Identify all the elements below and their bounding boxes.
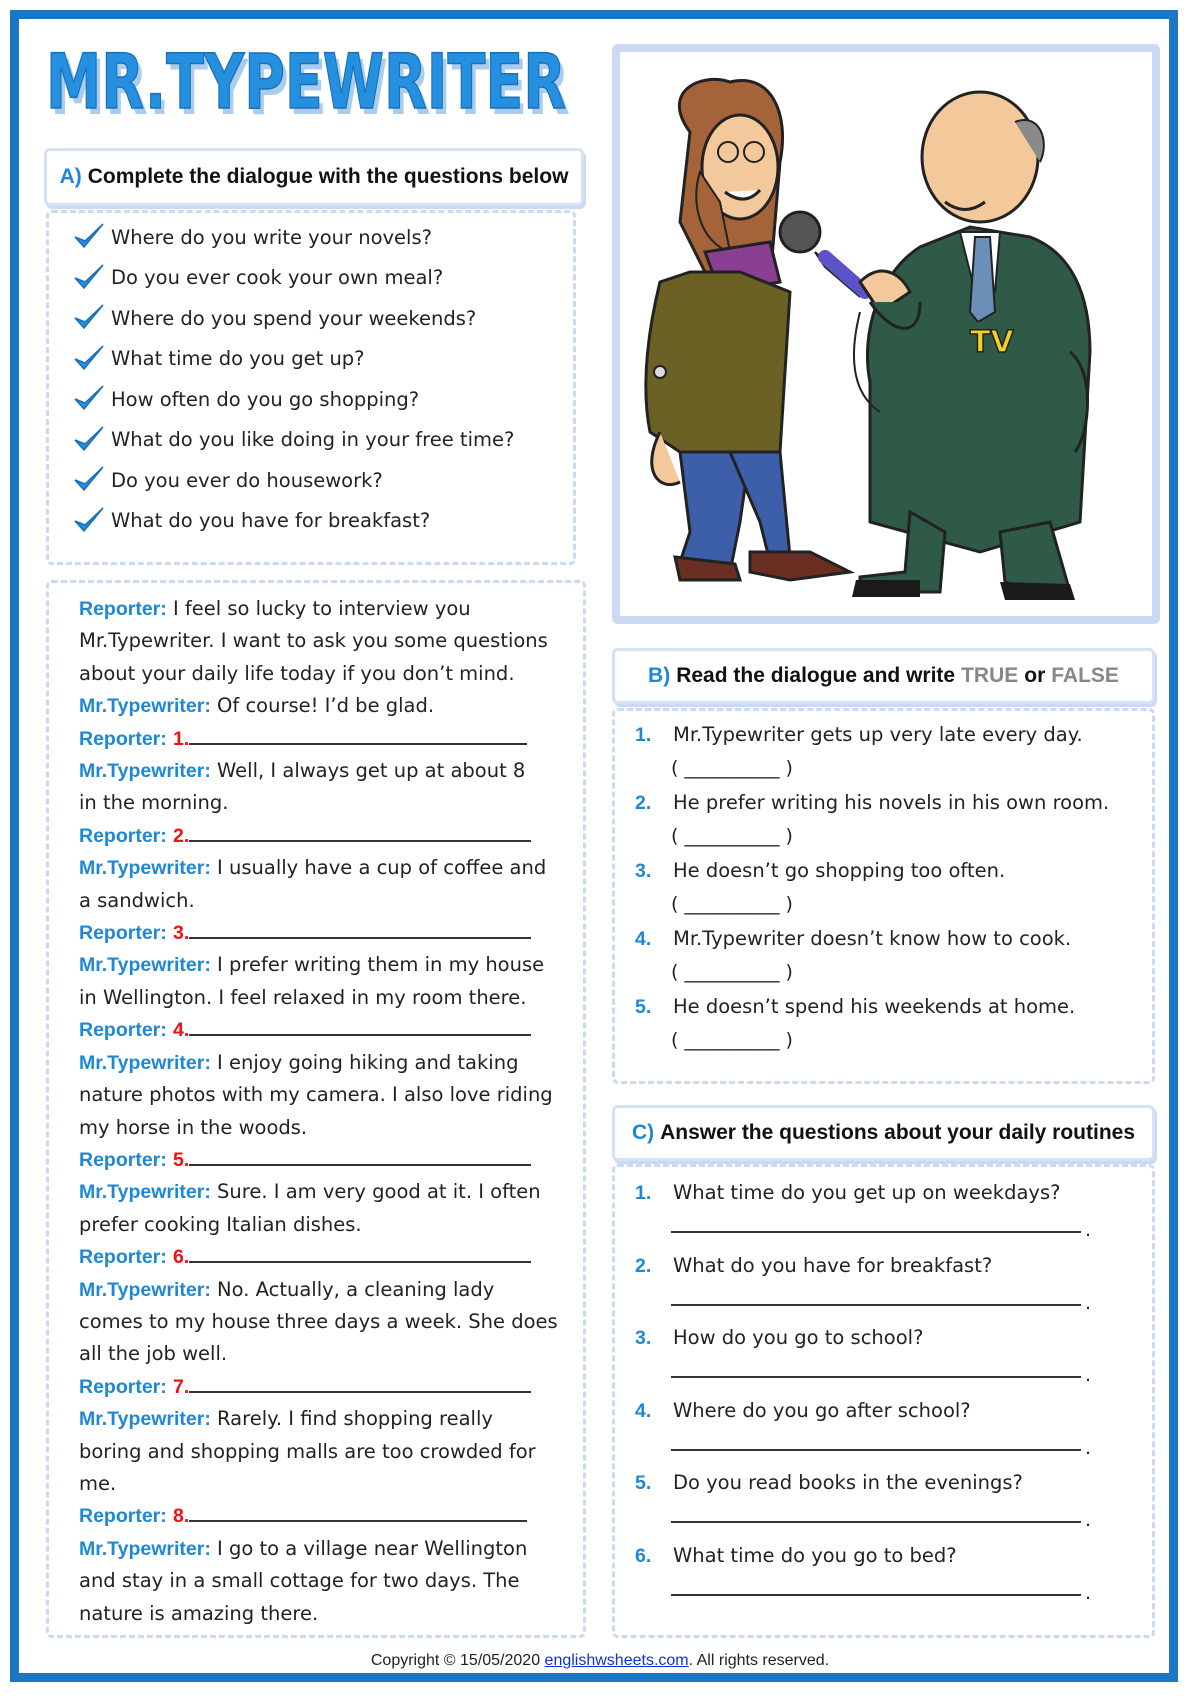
dialogue-text: Mr.Typewriter. I want to ask you some questions <box>79 629 548 653</box>
item-number: 5. <box>635 996 652 1018</box>
question-text: What time do you go to bed? <box>673 1543 957 1567</box>
statement-text: He doesn’t go shopping too often. <box>673 859 1006 882</box>
line-end-dot: . <box>1085 1436 1092 1459</box>
dialogue-text: I enjoy going hiking and taking <box>217 1050 519 1074</box>
dialogue-text: and stay in a small cottage for two days. The <box>79 1569 520 1593</box>
dialogue-text: boring and shopping malls are too crowded for <box>79 1439 536 1463</box>
question-text: What do you have for breakfast? <box>673 1253 993 1277</box>
statement-item <box>635 995 1145 1019</box>
checkmark-icon <box>71 221 107 253</box>
line-end-dot: . <box>1085 1219 1092 1241</box>
copyright-suffix: . All rights reserved. <box>688 1652 830 1669</box>
copyright-text: Copyright © 15/05/2020 <box>370 1652 541 1669</box>
question-number: 1. <box>172 727 190 750</box>
writer-label: Mr.Typewriter: <box>79 695 211 718</box>
dialogue-line <box>79 1079 569 1111</box>
reporter-label: Reporter: <box>79 1246 167 1269</box>
writer-label: Mr.Typewriter: <box>79 954 211 977</box>
dialogue-line <box>79 1565 569 1597</box>
dialogue-text: I prefer writing them in my house <box>217 953 545 977</box>
item-number: 3. <box>635 860 652 882</box>
checkmark-icon <box>71 464 107 496</box>
routine-questions <box>612 1164 1155 1638</box>
statement-text: Mr.Typewriter doesn’t know how to cook. <box>673 927 1072 950</box>
reporter-label: Reporter: <box>79 1148 167 1171</box>
statement-item <box>635 859 1145 883</box>
dialogue-text: all the job well. <box>79 1342 228 1366</box>
answer-blank[interactable] <box>189 1241 531 1263</box>
false-word: FALSE <box>1051 664 1119 687</box>
dialogue-text: about your daily life today if you don’t mind. <box>79 661 515 685</box>
item-number: 5. <box>635 1472 652 1494</box>
reporter-label: Reporter: <box>79 1505 167 1528</box>
checkmark-icon <box>71 262 107 294</box>
writer-label: Mr.Typewriter: <box>79 1537 211 1560</box>
statement-item <box>635 723 1145 747</box>
item-number: 3. <box>635 1327 652 1349</box>
answer-blank[interactable] <box>189 1500 527 1522</box>
item-number: 2. <box>635 1254 652 1277</box>
answer-blank[interactable] <box>189 917 531 939</box>
question-number: 4. <box>172 1019 190 1042</box>
website-link[interactable]: englishwsheets.com <box>544 1652 689 1669</box>
question-option <box>49 298 569 339</box>
writer-label: Mr.Typewriter: <box>79 1278 211 1301</box>
question-number: 7. <box>172 1375 190 1398</box>
dialogue-line <box>79 1047 569 1079</box>
item-number: 4. <box>635 928 652 950</box>
question-text: Do you ever do housework? <box>111 468 383 492</box>
section-a-letter: A) <box>59 165 82 188</box>
dialogue-text: prefer cooking Italian dishes. <box>79 1212 362 1236</box>
section-b-letter: B) <box>648 664 671 687</box>
checkmark-icon <box>71 343 107 375</box>
reporter-label: Reporter: <box>79 1375 167 1398</box>
dialogue-box <box>46 580 586 1638</box>
true-false-blank[interactable]: ( __________ ) <box>671 961 793 983</box>
routine-question <box>635 1254 1135 1278</box>
dialogue-text: a sandwich. <box>79 888 195 912</box>
question-text: What time do you get up? <box>111 347 365 371</box>
question-text: What do you like doing in your free time? <box>111 428 515 452</box>
checkmark-icon <box>71 302 107 334</box>
question-bank <box>46 210 576 565</box>
item-number: 4. <box>635 1399 652 1422</box>
dialogue-text: No. Actually, a cleaning lady <box>217 1277 495 1301</box>
question-number: 2. <box>172 824 190 847</box>
or-word: or <box>1024 664 1046 687</box>
reporter-label: Reporter: <box>79 1019 167 1042</box>
answer-blank[interactable] <box>189 1014 531 1036</box>
question-text: What do you have for breakfast? <box>111 509 431 533</box>
title-shadow: MR.TYPEWRITER <box>50 43 570 130</box>
illustration-frame <box>612 44 1160 624</box>
question-option <box>49 379 569 420</box>
dialogue-line <box>79 1144 569 1176</box>
answer-line[interactable] <box>671 1594 1081 1596</box>
copyright-footer <box>0 1652 1200 1670</box>
question-number: 3. <box>172 922 190 945</box>
question-number: 8. <box>172 1505 190 1528</box>
dialogue-line <box>79 1371 569 1403</box>
question-text: How often do you go shopping? <box>111 387 420 411</box>
dialogue-line <box>79 755 569 787</box>
question-text: Where do you write your novels? <box>111 225 432 249</box>
section-b-heading <box>612 648 1155 704</box>
question-number: 6. <box>172 1246 190 1269</box>
routine-question <box>635 1181 1135 1205</box>
answer-line[interactable] <box>671 1376 1081 1378</box>
true-false-list <box>612 708 1155 1084</box>
true-false-blank[interactable]: ( __________ ) <box>671 893 793 915</box>
checkmark-icon <box>71 383 107 415</box>
reporter-label: Reporter: <box>79 727 167 750</box>
dialogue-line <box>79 1241 569 1273</box>
question-text: Do you ever cook your own meal? <box>111 266 444 290</box>
dialogue-text: comes to my house three days a week. She does <box>79 1309 558 1333</box>
checkmark-icon <box>71 505 107 537</box>
answer-blank[interactable] <box>189 1371 531 1393</box>
dialogue-line <box>79 1338 569 1370</box>
question-number: 5. <box>172 1148 190 1171</box>
title-text: MR.TYPEWRITER <box>46 37 566 126</box>
dialogue-text: me. <box>79 1471 117 1495</box>
answer-line[interactable] <box>671 1304 1081 1306</box>
routine-question <box>635 1471 1135 1495</box>
dialogue-line <box>79 820 569 852</box>
true-word: TRUE <box>961 664 1019 687</box>
question-text: Where do you spend your weekends? <box>111 306 477 330</box>
question-option <box>49 501 569 542</box>
dialogue-line <box>79 982 569 1014</box>
dialogue-text: Rarely. I find shopping really <box>217 1407 493 1431</box>
section-c-title: Answer the questions about your daily routines <box>660 1121 1136 1144</box>
section-c-letter: C) <box>631 1121 655 1144</box>
writer-label: Mr.Typewriter: <box>79 1408 211 1431</box>
dialogue-line <box>79 1403 569 1435</box>
worksheet-title <box>44 30 584 130</box>
checkmark-icon <box>71 424 107 456</box>
line-end-dot: . <box>1085 1509 1092 1531</box>
true-false-blank[interactable]: ( __________ ) <box>671 1029 793 1051</box>
dialogue-text: my horse in the woods. <box>79 1115 308 1139</box>
statement-item <box>635 927 1145 951</box>
dialogue-text: I feel so lucky to interview you <box>172 597 471 620</box>
dialogue-line <box>79 690 569 722</box>
jacket-tv-logo: TV <box>970 325 1014 360</box>
writer-label: Mr.Typewriter: <box>79 1181 211 1204</box>
dialogue-line <box>79 1533 569 1565</box>
question-option <box>49 217 569 258</box>
routine-question <box>635 1544 1135 1568</box>
routine-question <box>635 1399 1135 1423</box>
dialogue-line <box>79 723 569 755</box>
statement-text: He prefer writing his novels in his own room. <box>673 791 1110 814</box>
dialogue-text: Of course! I’d be glad. <box>217 694 435 718</box>
line-end-dot: . <box>1085 1291 1092 1314</box>
writer-figure <box>646 79 850 580</box>
true-false-blank[interactable]: ( __________ ) <box>671 825 793 847</box>
dialogue-line <box>79 787 569 819</box>
question-text: Where do you go after school? <box>673 1398 971 1422</box>
question-text: What time do you get up on weekdays? <box>673 1181 1061 1204</box>
dialogue-line <box>79 1598 569 1630</box>
question-text: Do you read books in the evenings? <box>673 1471 1023 1494</box>
writer-label: Mr.Typewriter: <box>79 760 211 783</box>
dialogue-text <box>79 593 569 1630</box>
answer-line[interactable] <box>671 1449 1081 1451</box>
dialogue-line <box>79 593 569 625</box>
section-a-heading <box>44 148 584 206</box>
answer-line[interactable] <box>671 1231 1081 1233</box>
writer-label: Mr.Typewriter: <box>79 1051 211 1074</box>
dialogue-line <box>79 1176 569 1208</box>
statement-text: Mr.Typewriter gets up very late every day. <box>673 723 1083 746</box>
answer-blank[interactable] <box>189 1144 531 1166</box>
item-number: 2. <box>635 792 652 814</box>
section-b-title: Read the dialogue and write <box>676 664 956 687</box>
reporter-label: Reporter: <box>79 598 167 620</box>
dialogue-text: I usually have a cup of coffee and <box>217 856 547 880</box>
dialogue-line <box>79 1274 569 1306</box>
line-end-dot: . <box>1085 1581 1092 1604</box>
dialogue-line <box>79 1436 569 1468</box>
interview-illustration <box>620 52 1152 616</box>
routine-question <box>635 1326 1135 1350</box>
question-text: How do you go to school? <box>673 1326 924 1349</box>
dialogue-line <box>79 625 569 657</box>
dialogue-line <box>79 1112 569 1144</box>
item-number: 1. <box>635 1182 652 1204</box>
answer-blank[interactable] <box>189 820 531 842</box>
dialogue-line <box>79 852 569 884</box>
dialogue-text: nature photos with my camera. I also love riding <box>79 1083 553 1107</box>
dialogue-line <box>79 1468 569 1500</box>
dialogue-text: in Wellington. I feel relaxed in my room there. <box>79 985 527 1009</box>
item-number: 6. <box>635 1544 652 1567</box>
dialogue-line <box>79 917 569 949</box>
reporter-label: Reporter: <box>79 824 167 847</box>
dialogue-text: Well, I always get up at about 8 <box>217 759 526 783</box>
question-option <box>49 460 569 501</box>
answer-line[interactable] <box>671 1521 1081 1523</box>
dialogue-text: Sure. I am very good at it. I often <box>217 1180 541 1204</box>
dialogue-line <box>79 885 569 917</box>
line-end-dot: . <box>1085 1364 1092 1386</box>
statement-text: He doesn’t spend his weekends at home. <box>673 995 1076 1018</box>
question-option <box>49 339 569 380</box>
writer-label: Mr.Typewriter: <box>79 857 211 880</box>
dialogue-text: I go to a village near Wellington <box>217 1536 528 1560</box>
dialogue-line <box>79 658 569 690</box>
section-a-title: Complete the dialogue with the questions below <box>87 165 569 188</box>
dialogue-text: nature is amazing there. <box>79 1601 319 1625</box>
item-number: 1. <box>635 724 652 746</box>
dialogue-line <box>79 1500 569 1532</box>
true-false-blank[interactable]: ( __________ ) <box>671 757 793 779</box>
reporter-figure <box>780 92 1090 600</box>
dialogue-line <box>79 949 569 981</box>
statement-item <box>635 791 1145 815</box>
reporter-label: Reporter: <box>79 922 167 945</box>
section-c-heading <box>612 1105 1155 1161</box>
question-option <box>49 420 569 461</box>
answer-blank[interactable] <box>189 723 527 745</box>
dialogue-text: in the morning. <box>79 791 229 815</box>
dialogue-line <box>79 1209 569 1241</box>
dialogue-line <box>79 1014 569 1046</box>
dialogue-line <box>79 1306 569 1338</box>
question-option <box>49 258 569 299</box>
